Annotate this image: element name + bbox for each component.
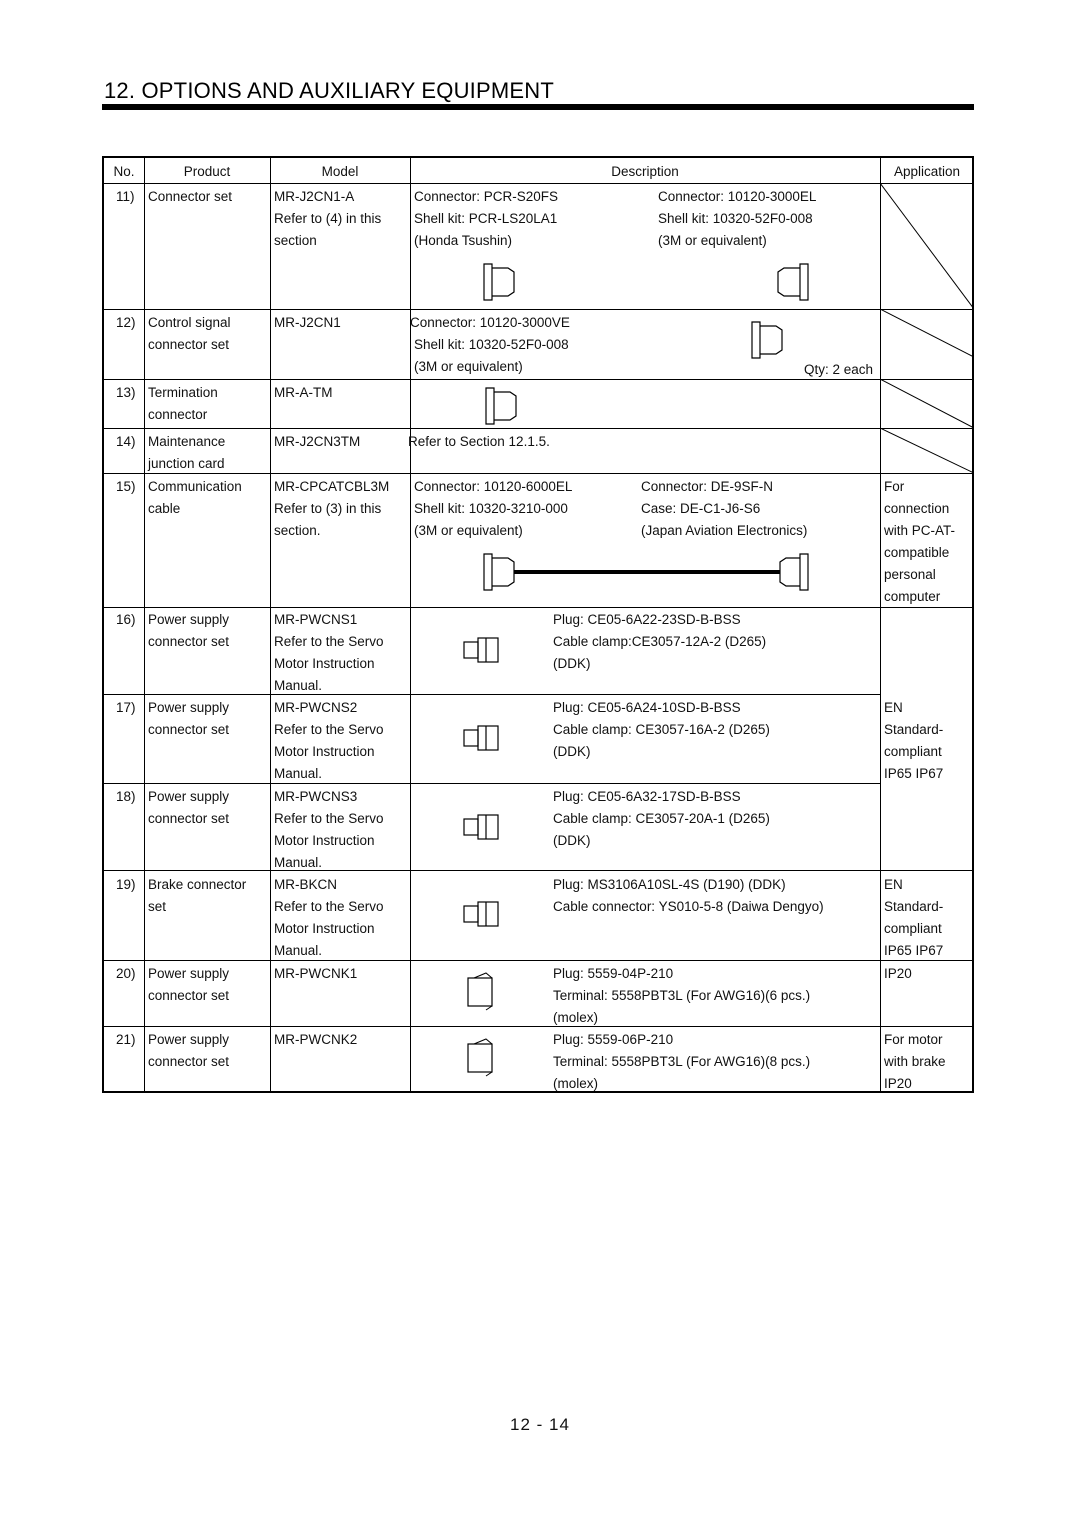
model-name: MR-PWCNS3 (274, 789, 358, 804)
description-text: (3M or equivalent) (414, 359, 523, 374)
model-name: MR-BKCN (274, 877, 337, 892)
model-name: MR-CPCATCBL3M (274, 479, 390, 494)
page-title: 12. OPTIONS AND AUXILIARY EQUIPMENT (104, 78, 554, 103)
col-header-product: Product (183, 164, 231, 179)
description-text: Cable clamp: CE3057-20A-1 (D265) (553, 811, 770, 826)
row-divider (104, 1026, 972, 1027)
description-text: Refer to Section 12.1.5. (408, 434, 550, 449)
application-text: IP20 (884, 966, 912, 981)
product-name: Control signal (148, 315, 231, 330)
model-note: Manual. (274, 943, 323, 958)
connector-drawing-icon (750, 320, 786, 360)
description-text: Terminal: 5558PBT3L (For AWG16)(6 pcs.) (553, 988, 811, 1003)
application-text: connection (884, 501, 950, 516)
options-table (102, 156, 974, 1093)
description-text: (DDK) (553, 833, 591, 848)
model-name: MR-PWCNK2 (274, 1032, 358, 1047)
description-text: Plug: 5559-04P-210 (553, 966, 674, 981)
row-number: 16) (116, 612, 136, 627)
column-divider (410, 158, 411, 1091)
not-applicable-diagonal (880, 379, 974, 428)
application-text: For motor (884, 1032, 943, 1047)
description-text: (molex) (553, 1076, 599, 1091)
description-text: Plug: 5559-06P-210 (553, 1032, 674, 1047)
product-name: Power supply (148, 789, 230, 804)
col-header-description: Description (611, 164, 679, 179)
application-text: compliant (884, 744, 942, 759)
description-text: Plug: CE05-6A32-17SD-B-BSS (553, 789, 741, 804)
product-name: Termination (148, 385, 218, 400)
description-text: Shell kit: 10320-52F0-008 (414, 337, 569, 352)
description-text: Connector: 10120-6000EL (414, 479, 573, 494)
power-plug-drawing-icon (462, 813, 502, 841)
product-name: connector (148, 407, 208, 422)
application-text: with brake (884, 1054, 946, 1069)
product-name: connector set (148, 988, 230, 1003)
row-divider (104, 309, 972, 310)
model-note: Motor Instruction (274, 921, 375, 936)
application-text: IP65 IP67 (884, 943, 944, 958)
model-note: Motor Instruction (274, 833, 375, 848)
description-text: Case: DE-C1-J6-S6 (641, 501, 761, 516)
row-number: 19) (116, 877, 136, 892)
application-text: EN (884, 877, 903, 892)
model-name: MR-PWCNS2 (274, 700, 358, 715)
application-text: IP65 IP67 (884, 766, 944, 781)
not-applicable-diagonal (880, 428, 974, 473)
application-text: Standard- (884, 899, 944, 914)
product-name: connector set (148, 337, 230, 352)
molex-plug-drawing-icon (464, 1036, 498, 1078)
not-applicable-diagonal (880, 309, 974, 379)
product-name: Power supply (148, 966, 230, 981)
row-number: 18) (116, 789, 136, 804)
description-text: Connector: 10120-3000VE (410, 315, 570, 330)
model-note: Motor Instruction (274, 744, 375, 759)
description-text: Cable connector: YS010-5-8 (Daiwa Dengyo) (553, 899, 824, 914)
description-text: Terminal: 5558PBT3L (For AWG16)(8 pcs.) (553, 1054, 811, 1069)
title-rule (102, 104, 974, 110)
model-note: section. (274, 523, 321, 538)
product-name: Power supply (148, 700, 230, 715)
connector-drawing-icon (482, 262, 518, 302)
row-number: 15) (116, 479, 136, 494)
application-text: EN (884, 700, 903, 715)
product-name: set (148, 899, 167, 914)
row-divider (104, 960, 972, 961)
model-note: Refer to the Servo (274, 634, 384, 649)
model-note: Refer to (4) in this (274, 211, 382, 226)
row-divider (104, 428, 972, 429)
molex-plug-drawing-icon (464, 970, 498, 1012)
product-name: Power supply (148, 1032, 230, 1047)
col-header-application: Application (893, 164, 961, 179)
model-note: Refer to the Servo (274, 811, 384, 826)
header-rule (104, 183, 972, 184)
row-number: 13) (116, 385, 136, 400)
product-name: Maintenance (148, 434, 226, 449)
description-text: Plug: CE05-6A22-23SD-B-BSS (553, 612, 741, 627)
model-note: Refer to the Servo (274, 722, 384, 737)
application-text: compatible (884, 545, 950, 560)
connector-drawing-icon (774, 262, 810, 302)
model-note: Manual. (274, 855, 323, 870)
row-divider (104, 694, 880, 695)
description-text: Connector: 10120-3000EL (658, 189, 817, 204)
product-name: connector set (148, 722, 230, 737)
description-text: (molex) (553, 1010, 599, 1025)
model-note: Refer to the Servo (274, 899, 384, 914)
product-name: cable (148, 501, 181, 516)
row-divider (104, 870, 972, 871)
application-text: compliant (884, 921, 942, 936)
product-name: Power supply (148, 612, 230, 627)
model-name: MR-PWCNS1 (274, 612, 358, 627)
product-name: Communication (148, 479, 242, 494)
row-divider (104, 783, 880, 784)
description-text: (3M or equivalent) (414, 523, 523, 538)
row-number: 14) (116, 434, 136, 449)
model-name: MR-J2CN1 (274, 315, 341, 330)
description-text: Connector: PCR-S20FS (414, 189, 559, 204)
col-header-model: Model (321, 164, 359, 179)
row-number: 20) (116, 966, 136, 981)
application-text: with PC-AT- (884, 523, 956, 538)
model-name: MR-J2CN1-A (274, 189, 355, 204)
application-text: personal (884, 567, 936, 582)
description-text: Connector: DE-9SF-N (641, 479, 774, 494)
power-plug-drawing-icon (462, 724, 502, 752)
application-text: Standard- (884, 722, 944, 737)
description-text: (Japan Aviation Electronics) (641, 523, 808, 538)
model-name: MR-A-TM (274, 385, 333, 400)
application-text: IP20 (884, 1076, 912, 1091)
model-note: Refer to (3) in this (274, 501, 382, 516)
description-text: (Honda Tsushin) (414, 233, 513, 248)
row-number: 17) (116, 700, 136, 715)
connector-drawing-icon (484, 386, 520, 426)
product-name: Connector set (148, 189, 233, 204)
row-number: 21) (116, 1032, 136, 1047)
page-number: 12 - 14 (510, 1415, 570, 1434)
description-text: (DDK) (553, 744, 591, 759)
application-text: computer (884, 589, 941, 604)
row-number: 11) (116, 189, 135, 204)
description-text: Plug: CE05-6A24-10SD-B-BSS (553, 700, 741, 715)
row-divider (104, 607, 972, 608)
model-name: MR-J2CN3TM (274, 434, 361, 449)
product-name: connector set (148, 811, 230, 826)
not-applicable-diagonal (880, 183, 974, 309)
product-name: junction card (148, 456, 225, 471)
application-text: For (884, 479, 905, 494)
description-text: (DDK) (553, 656, 591, 671)
row-number: 12) (116, 315, 136, 330)
col-header-no: No. (113, 164, 135, 179)
product-name: Brake connector (148, 877, 247, 892)
model-note: Manual. (274, 678, 323, 693)
description-text: Shell kit: 10320-3210-000 (414, 501, 568, 516)
column-divider (270, 158, 271, 1091)
row-divider (104, 473, 972, 474)
model-name: MR-PWCNK1 (274, 966, 358, 981)
description-text: Shell kit: PCR-LS20LA1 (414, 211, 558, 226)
description-text: (3M or equivalent) (658, 233, 767, 248)
power-plug-drawing-icon (462, 636, 502, 664)
description-text: Plug: MS3106A10SL-4S (D190) (DDK) (553, 877, 786, 892)
quantity-note: Qty: 2 each (804, 362, 874, 377)
model-note: section (274, 233, 317, 248)
description-text: Cable clamp: CE3057-16A-2 (D265) (553, 722, 770, 737)
communication-cable-drawing (482, 552, 812, 592)
column-divider (144, 158, 145, 1091)
power-plug-drawing-icon (462, 900, 502, 928)
description-text: Cable clamp:CE3057-12A-2 (D265) (553, 634, 767, 649)
description-text: Shell kit: 10320-52F0-008 (658, 211, 813, 226)
product-name: connector set (148, 1054, 230, 1069)
model-note: Manual. (274, 766, 323, 781)
product-name: connector set (148, 634, 230, 649)
model-note: Motor Instruction (274, 656, 375, 671)
